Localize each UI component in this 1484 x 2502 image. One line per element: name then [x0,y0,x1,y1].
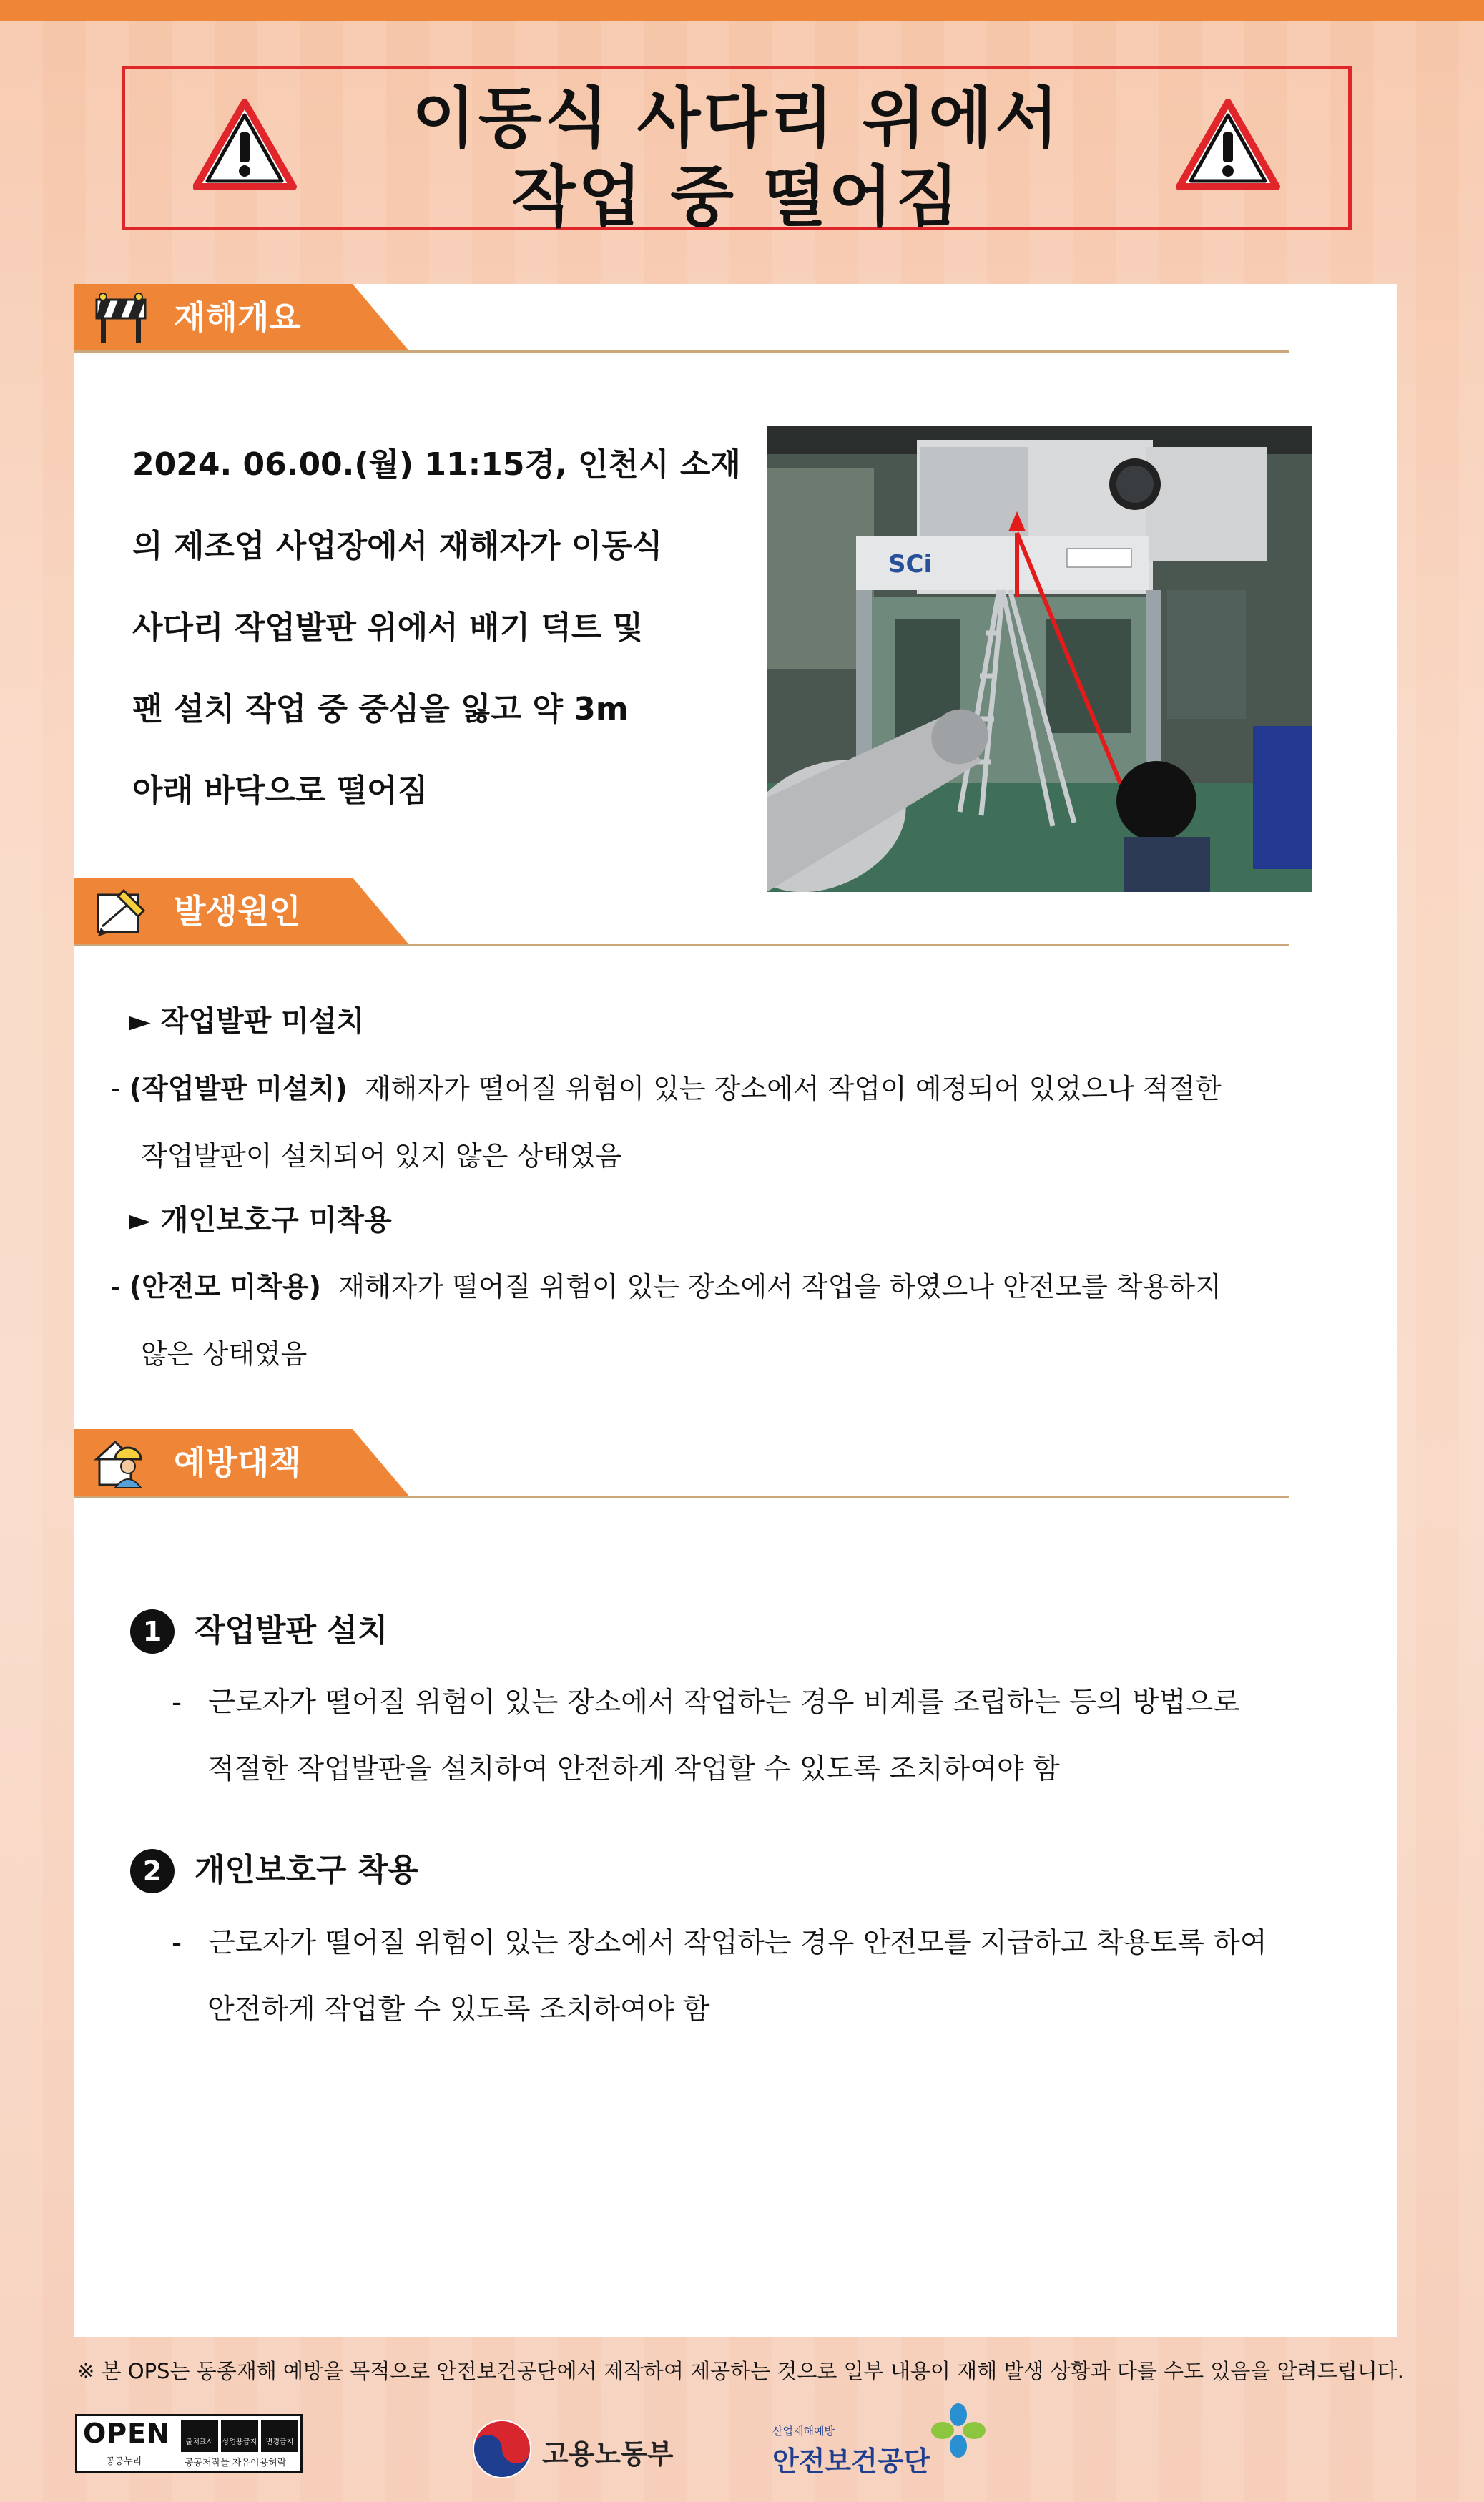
overview-text [132,424,747,832]
section-header-overview [74,284,1297,352]
safety-worker-icon [94,1438,148,1489]
section-title: 재해개요 [174,298,301,337]
title-line-2: 작업 중 떨어짐 [511,159,962,235]
ministry-logo [472,2416,687,2481]
photo-sign-text: SCi [888,550,933,579]
kosha-name: 안전보건공단 [772,2445,930,2477]
prevention-heading: 개인보호구 착용 [195,1852,418,1888]
prevention-description: - 근로자가 떨어질 위험이 있는 장소에서 작업하는 경우 안전모를 지급하고 착용토록 하여 안전하게 작업할 수 있도록 조치하여야 함 [172,1927,1267,2026]
kosha-subtitle: 산업재해예방 [772,2425,835,2438]
taegeuk-icon [472,2419,532,2479]
open-logo-sub: 공공누리 [106,2456,142,2467]
license-badge: 출처표시 [181,2420,218,2452]
page-title [125,79,1348,237]
number-badge: 1 [130,1609,175,1654]
barricade-icon [94,293,148,344]
pencil-ruler-icon [94,886,148,938]
section-header-prevention [74,1429,1297,1497]
cause-heading: ► 개인보호구 미착용 [129,1204,392,1237]
top-accent-bar [0,0,1484,21]
cause-description: - (작업발판 미설치) 재해자가 떨어질 위험이 있는 장소에서 작업이 예정되어 있었으나 적절한 작업발판이 설치되어 있지 않은 상태였음 [111,1073,1222,1172]
license-badge: 상업용금지 [221,2420,258,2452]
open-logo: OPEN [83,2418,170,2449]
title-line-1: 이동식 사다리 위에서 [412,80,1061,157]
kosha-cross-icon [931,2402,986,2459]
open-license-badge [75,2414,303,2473]
open-license-text: 공공저작물 자유이용허락 [185,2458,287,2468]
overview-line: 아래 바닥으로 떨어짐 [132,772,428,809]
overview-line: 2024. 06.00.(월) 11:15경, 인천시 소재 [132,446,741,483]
prevention-description: - 근로자가 떨어질 위험이 있는 장소에서 작업하는 경우 비계를 조립하는 등의 방법으로 적절한 작업발판을 설치하여 안전하게 작업할 수 있도록 조치하여야 함 [172,1687,1240,1785]
prevention-heading: 작업발판 설치 [195,1612,388,1649]
warning-icon [1176,98,1280,191]
cause-heading: ► 작업발판 미설치 [129,1005,365,1038]
kosha-logo [772,2402,987,2481]
accident-photo [767,426,1312,892]
license-badge: 변경금지 [261,2420,298,2452]
number-badge: 2 [130,1849,175,1893]
overview-line: 의 제조업 사업장에서 재해자가 이동식 [132,528,663,564]
section-title: 예방대책 [174,1443,301,1482]
section-title: 발생원인 [174,892,301,931]
overview-line: 사다리 작업발판 위에서 배기 덕트 및 [132,609,644,646]
ministry-name: 고용노동부 [542,2438,674,2470]
overview-line: 팬 설치 작업 중 중심을 잃고 약 3m [132,691,629,727]
footnote: ※ 본 OPS는 동종재해 예방을 목적으로 안전보건공단에서 제작하여 제공하는 것으로 일부 내용이 재해 발생 상황과 다를 수도 있음을 알려드립니다. [77,2359,1404,2383]
cause-description: - (안전모 미착용) 재해자가 떨어질 위험이 있는 장소에서 작업을 하였으나 안전모를 착용하지 않은 상태였음 [111,1271,1222,1370]
title-box [122,66,1352,235]
section-header-cause [74,878,1297,946]
accident-scene-illustration [767,426,1312,892]
